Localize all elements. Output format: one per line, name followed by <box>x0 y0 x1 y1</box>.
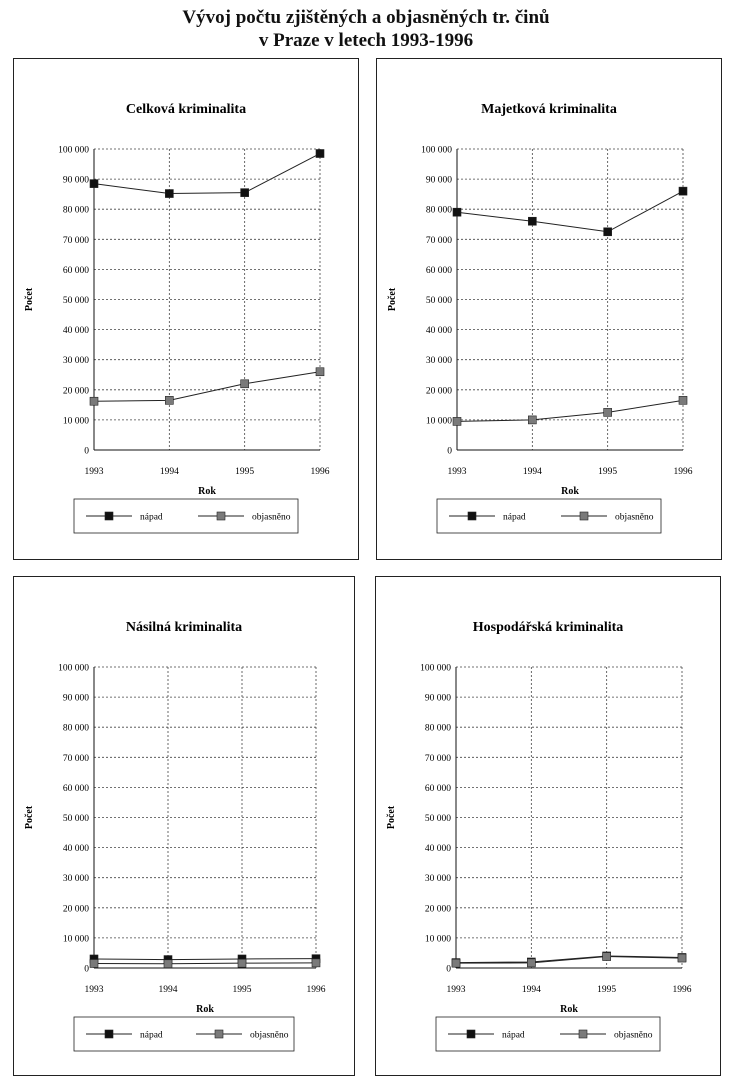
data-point-napad <box>165 190 173 198</box>
y-tick-label: 0 <box>84 446 89 457</box>
legend-label-napad: nápad <box>503 512 526 523</box>
y-tick-label: 40 000 <box>62 326 89 337</box>
legend-label-objasneno: objasněno <box>252 512 291 523</box>
legend-marker-objasneno <box>579 1030 587 1038</box>
data-point-napad <box>453 208 461 216</box>
x-tick-label: 1996 <box>673 467 693 477</box>
data-point-napad <box>241 189 249 197</box>
legend-marker-objasneno <box>217 512 225 520</box>
y-tick-label: 80 000 <box>424 723 451 734</box>
data-point-napad <box>90 180 98 188</box>
y-tick-label: 90 000 <box>424 693 451 704</box>
data-point-objasneno <box>528 416 536 424</box>
x-axis-title: Rok <box>560 1004 578 1015</box>
legend-label-objasneno: objasněno <box>250 1030 289 1041</box>
data-point-objasneno <box>90 397 98 405</box>
y-tick-label: 50 000 <box>62 296 89 306</box>
data-point-napad <box>604 228 612 236</box>
data-point-napad <box>679 187 687 195</box>
y-tick-label: 40 000 <box>62 844 89 855</box>
legend-marker-objasneno <box>215 1030 223 1038</box>
y-tick-label: 50 000 <box>425 296 452 306</box>
legend-label-napad: nápad <box>502 1030 525 1041</box>
x-tick-label: 1994 <box>522 467 542 477</box>
y-tick-label: 30 000 <box>62 356 89 367</box>
y-tick-label: 70 000 <box>62 235 89 246</box>
y-tick-label: 30 000 <box>424 874 451 885</box>
x-tick-label: 1995 <box>232 985 252 995</box>
chart-svg <box>376 577 720 1075</box>
y-tick-label: 0 <box>447 446 452 457</box>
y-tick-label: 70 000 <box>424 753 451 764</box>
x-tick-label: 1993 <box>447 467 467 477</box>
data-point-objasneno <box>527 959 535 967</box>
data-point-objasneno <box>312 959 320 967</box>
data-point-objasneno <box>452 959 460 967</box>
x-tick-label: 1996 <box>672 985 692 995</box>
chart-svg <box>14 577 354 1075</box>
y-tick-label: 70 000 <box>425 235 452 246</box>
chart-panel-majetkova <box>376 58 722 560</box>
data-point-objasneno <box>453 417 461 425</box>
y-tick-label: 60 000 <box>424 783 451 794</box>
y-tick-label: 20 000 <box>62 386 89 397</box>
x-tick-label: 1995 <box>598 467 618 477</box>
y-tick-label: 10 000 <box>425 416 452 427</box>
x-tick-label: 1993 <box>84 985 104 995</box>
series-line-objasneno <box>94 963 316 964</box>
y-tick-label: 100 000 <box>420 663 451 674</box>
x-tick-label: 1993 <box>446 985 466 995</box>
y-tick-label: 10 000 <box>424 934 451 945</box>
x-tick-label: 1994 <box>158 985 178 995</box>
y-tick-label: 30 000 <box>62 874 89 885</box>
y-axis-title: Počet <box>24 805 35 830</box>
legend-marker-napad <box>105 1030 113 1038</box>
legend-label-objasneno: objasněno <box>614 1030 653 1041</box>
data-point-objasneno <box>164 960 172 968</box>
y-tick-label: 10 000 <box>62 934 89 945</box>
y-tick-label: 10 000 <box>62 416 89 427</box>
data-point-objasneno <box>603 953 611 961</box>
y-tick-label: 90 000 <box>62 175 89 186</box>
y-tick-label: 20 000 <box>424 904 451 915</box>
y-tick-label: 50 000 <box>62 814 89 824</box>
legend-marker-napad <box>468 512 476 520</box>
x-tick-label: 1995 <box>235 467 255 477</box>
series-line-napad <box>457 191 683 232</box>
chart-title: Násilná kriminalita <box>125 620 243 635</box>
legend-marker-napad <box>105 512 113 520</box>
y-tick-label: 80 000 <box>425 205 452 216</box>
x-tick-label: 1994 <box>521 985 541 995</box>
series-line-napad <box>94 154 320 194</box>
data-point-objasneno <box>165 396 173 404</box>
data-point-objasneno <box>241 380 249 388</box>
y-tick-label: 80 000 <box>62 723 89 734</box>
y-tick-label: 60 000 <box>425 265 452 276</box>
chart-panel-celkova <box>13 58 359 560</box>
x-tick-label: 1995 <box>597 985 617 995</box>
page-title <box>0 6 732 52</box>
legend-label-napad: nápad <box>140 1030 163 1041</box>
x-tick-label: 1993 <box>84 467 104 477</box>
data-point-objasneno <box>90 959 98 967</box>
x-axis-title: Rok <box>196 1004 214 1015</box>
y-tick-label: 100 000 <box>58 145 89 156</box>
y-tick-label: 30 000 <box>425 356 452 367</box>
y-tick-label: 100 000 <box>421 145 452 156</box>
y-tick-label: 20 000 <box>62 904 89 915</box>
chart-panel-hospodarska <box>375 576 721 1076</box>
chart-panel-nasilna <box>13 576 355 1076</box>
y-tick-label: 40 000 <box>424 844 451 855</box>
series-line-napad <box>94 959 316 960</box>
page-title-line1: Vývoj počtu zjištěných a objasněných tr. činů <box>182 7 550 28</box>
y-tick-label: 60 000 <box>62 783 89 794</box>
chart-title: Hospodářská kriminalita <box>472 620 624 635</box>
legend-label-objasneno: objasněno <box>615 512 654 523</box>
y-tick-label: 60 000 <box>62 265 89 276</box>
series-line-objasneno <box>94 372 320 401</box>
x-tick-label: 1994 <box>159 467 179 477</box>
data-point-objasneno <box>238 959 246 967</box>
y-tick-label: 70 000 <box>62 753 89 764</box>
y-tick-label: 50 000 <box>424 814 451 824</box>
data-point-napad <box>528 217 536 225</box>
y-axis-title: Počet <box>387 287 398 312</box>
chart-svg <box>377 59 721 559</box>
data-point-napad <box>316 150 324 158</box>
series-line-objasneno <box>457 400 683 421</box>
x-axis-title: Rok <box>561 486 579 497</box>
y-tick-label: 0 <box>84 964 89 975</box>
legend-marker-napad <box>467 1030 475 1038</box>
chart-title: Majetková kriminalita <box>481 102 617 117</box>
y-tick-label: 90 000 <box>62 693 89 704</box>
y-tick-label: 40 000 <box>425 326 452 337</box>
legend-marker-objasneno <box>580 512 588 520</box>
page-title-line2: v Praze v letech 1993-1996 <box>258 30 474 51</box>
data-point-objasneno <box>679 396 687 404</box>
y-tick-label: 90 000 <box>425 175 452 186</box>
chart-svg <box>14 59 358 559</box>
y-tick-label: 0 <box>446 964 451 975</box>
x-tick-label: 1996 <box>310 467 330 477</box>
y-tick-label: 20 000 <box>425 386 452 397</box>
legend-label-napad: nápad <box>140 512 163 523</box>
y-axis-title: Počet <box>386 805 397 830</box>
x-tick-label: 1996 <box>306 985 326 995</box>
y-axis-title: Počet <box>24 287 35 312</box>
data-point-objasneno <box>316 368 324 376</box>
data-point-objasneno <box>604 408 612 416</box>
y-tick-label: 80 000 <box>62 205 89 216</box>
y-tick-label: 100 000 <box>58 663 89 674</box>
x-axis-title: Rok <box>198 486 216 497</box>
data-point-objasneno <box>678 954 686 962</box>
chart-title: Celková kriminalita <box>125 102 247 117</box>
